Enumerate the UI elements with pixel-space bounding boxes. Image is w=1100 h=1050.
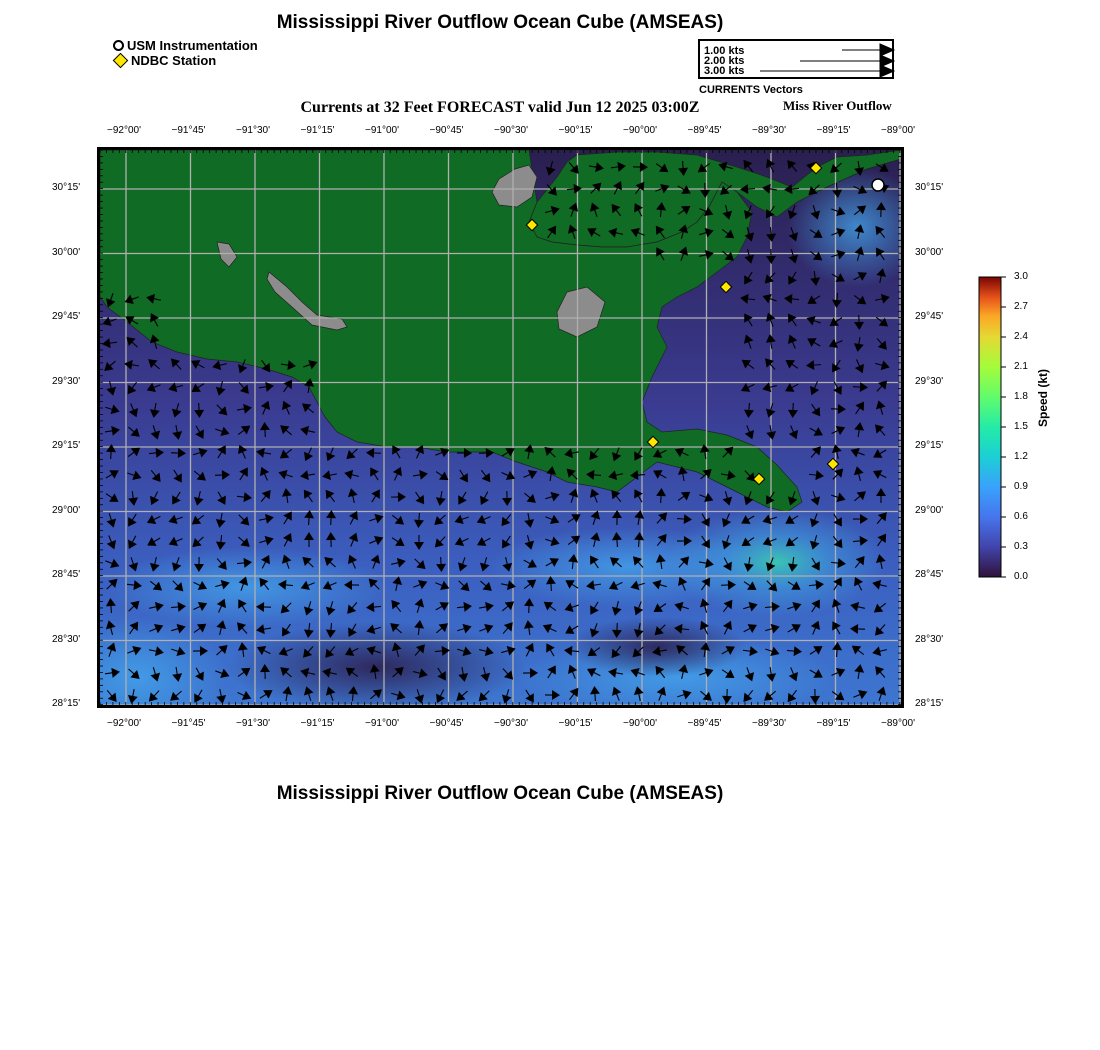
lon-tick-label: −90°45' [429,125,464,136]
vector-legend-row-3: 3.00 kts [704,65,745,77]
vector-legend-arrows [700,41,896,81]
lon-tick-label: −89°45' [687,718,722,729]
colorbar-title: Speed (kt) [1036,368,1050,427]
lon-tick-label: −89°30' [752,718,786,729]
colorbar-tick-label: 1.5 [1014,421,1028,432]
vector-legend-caption: CURRENTS Vectors [699,84,803,96]
circle-icon [113,40,124,51]
lat-tick-label: 30°00' [915,246,944,258]
lon-tick-label: −90°00' [623,718,657,729]
lon-tick-label: −89°15' [816,718,851,729]
lon-tick-label: −90°45' [429,718,464,729]
lat-tick-label: 28°30' [915,633,944,645]
colorbar-tick-label: 2.4 [1014,331,1028,342]
lon-tick-label: −89°00' [881,125,915,136]
lon-tick-label: −90°00' [623,125,657,136]
colorbar-tick-label: 2.1 [1014,361,1028,372]
lat-tick-label: 28°15' [52,698,81,709]
lon-tick-label: −89°15' [816,125,851,136]
lon-tick-label: −89°30' [752,125,786,136]
lon-tick-label: −90°30' [494,125,528,136]
lon-tick-label: −91°45' [171,125,206,136]
colorbar [978,276,1008,579]
lon-tick-label: −91°00' [365,125,399,136]
colorbar-tick-label: 0.6 [1014,511,1028,522]
ndbc-legend-label: NDBC Station [131,53,217,68]
map-title: Mississippi River Outflow Ocean Cube (AMSEAS) [276,12,724,33]
lon-tick-label: −90°15' [558,125,593,136]
lon-tick-label: −91°30' [236,718,270,729]
lat-tick-label: 29°45' [915,311,944,322]
lat-tick-label: 29°00' [915,504,944,516]
bottom-title: Mississippi River Outflow Ocean Cube (AMSEAS) [276,783,724,804]
colorbar-tick-label: 1.8 [1014,391,1028,402]
map-subtitle: Currents at 32 Feet FORECAST valid Jun 12 2025 03:00Z [300,99,700,116]
usm-legend-label: USM Instrumentation [127,38,258,53]
lon-tick-label: −91°15' [300,125,335,136]
lat-tick-label: 29°15' [915,440,944,451]
lon-tick-label: −89°00' [881,718,915,729]
colorbar-tick-label: 2.7 [1014,301,1028,312]
ndbc-legend [113,53,216,68]
lat-tick-label: 29°30' [52,375,81,387]
colorbar-tick-label: 3.0 [1014,271,1028,282]
lat-tick-label: 29°30' [915,375,944,387]
lat-tick-label: 28°45' [915,569,944,580]
map-panel [97,147,904,708]
lat-tick-label: 29°45' [52,311,81,322]
lon-tick-label: −91°15' [300,718,335,729]
lon-tick-label: −91°00' [365,718,399,729]
colorbar-tick-label: 1.2 [1014,451,1028,462]
lon-tick-label: −89°45' [687,125,722,136]
lat-tick-label: 29°15' [52,440,81,451]
colorbar-tick-label: 0.9 [1014,481,1028,492]
lon-tick-label: −92°00' [107,125,141,136]
region-label: Miss River Outflow [783,98,892,113]
lat-tick-label: 29°00' [52,504,81,516]
lat-tick-label: 30°15' [52,182,81,193]
lon-tick-label: −91°45' [171,718,206,729]
colorbar-tick-label: 0.0 [1014,571,1028,582]
lon-tick-label: −92°00' [107,718,141,729]
vector-legend-row-2: 2.00 kts [704,55,745,67]
lon-tick-label: −90°15' [558,718,593,729]
lon-tick-label: −91°30' [236,125,270,136]
diamond-icon [113,53,129,69]
vector-legend [698,39,894,79]
usm-instrument-marker [872,179,884,191]
lat-tick-label: 28°15' [915,698,944,709]
usm-legend [113,38,258,53]
lat-tick-label: 30°15' [915,182,944,193]
lon-tick-label: −90°30' [494,718,528,729]
lat-tick-label: 30°00' [52,246,81,258]
colorbar-tick-label: 0.3 [1014,541,1028,552]
lat-tick-label: 28°30' [52,633,81,645]
vector-legend-row-1: 1.00 kts [704,45,745,57]
lat-tick-label: 28°45' [52,569,81,580]
